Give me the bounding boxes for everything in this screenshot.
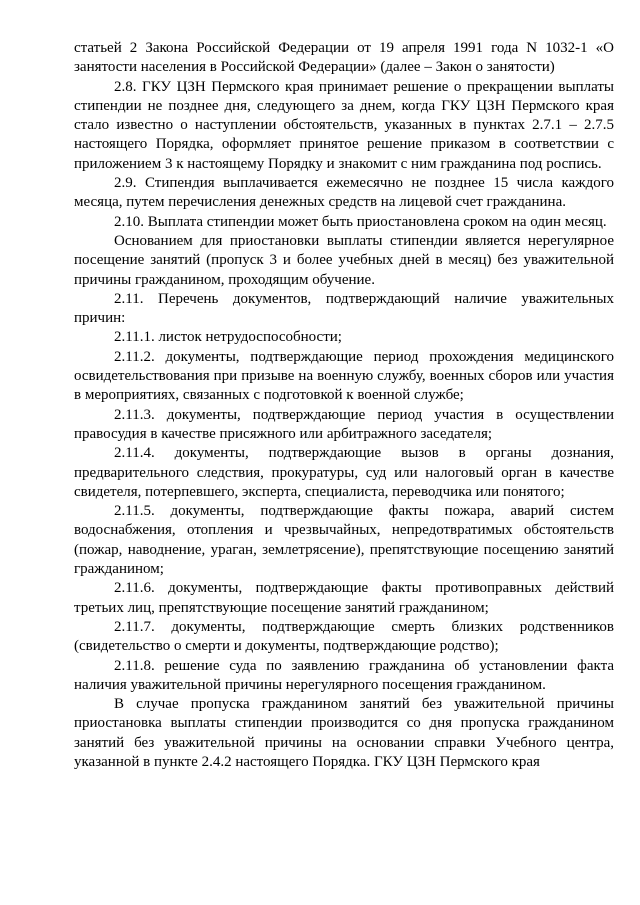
paragraph-suspension-basis: Основанием для приостановки выплаты стипендии является нерегулярное посещение занятий (пропуск 3 и более учебных дней в месяц) без уважительной причины гражданином, проходящим обучение.	[74, 232, 614, 288]
paragraph-2-11-8: 2.11.8. решение суда по заявлению гражданина об установлении факта наличия уважительной причины нерегулярного посещения гражданином.	[74, 657, 614, 693]
document-body	[74, 39, 614, 772]
paragraph-2-11: 2.11. Перечень документов, подтверждающий наличие уважительных причин:	[74, 290, 614, 327]
paragraph-skip-without-reason: В случае пропуска гражданином занятий без уважительной причины приостановка выплаты стипендии производится со дня пропуска гражданином занятий без уважительной причины на основании справки Учебного центра, указанной в пункте 2.4.2 настоящего Порядка. ГКУ ЦЗН Пермского края	[74, 696, 614, 770]
paragraph-2-11-6: 2.11.6. документы, подтверждающие факты противоправных действий третьих лиц, препятствующие посещение занятий гражданином;	[74, 580, 614, 616]
paragraph-2-11-1: 2.11.1. листок нетрудоспособности;	[114, 329, 342, 346]
paragraph-2-11-5: 2.11.5. документы, подтверждающие факты пожара, аварий систем водоснабжения, отопления и чрезвычайных, непредотвратимых обстоятельств (пожар, наводнение, ураган, землетрясение), препятствующие посещению занятий гражданином;	[74, 503, 614, 578]
paragraph-2-11-3: 2.11.3. документы, подтверждающие период участия в осуществлении правосудия в качестве присяжного или арбитражного заседателя;	[74, 406, 614, 442]
paragraph-2-10: 2.10. Выплата стипендии может быть приостановлена сроком на один месяц.	[114, 213, 607, 230]
paragraph-2-9: 2.9. Стипендия выплачивается ежемесячно не позднее 15 числа каждого месяца, путем перечисления денежных средств на лицевой счет гражданина.	[74, 175, 614, 211]
paragraph-law-reference: статьей 2 Закона Российской Федерации от 19 апреля 1991 года N 1032-1 «О занятости населения в Российской Федерации» (далее – Закон о занятости)	[74, 40, 614, 76]
paragraph-2-11-7: 2.11.7. документы, подтверждающие смерть близких родственников (свидетельство о смерти и документы, подтверждающие родство);	[74, 618, 614, 655]
paragraph-2-8: 2.8. ГКУ ЦЗН Пермского края принимает решение о прекращении выплаты стипендии не позднее дня, следующего за днем, когда ГКУ ЦЗН Пермского края стало известно о наступлении обстоятельств, указанных в пунктах 2.7.1 – 2.7.5 настоящего Порядка, оформляет принятое решение приказом в соответствии с приложением 3 к настоящему Порядку и знакомит с ним гражданина под роспись.	[74, 78, 614, 172]
paragraph-2-11-2: 2.11.2. документы, подтверждающие период прохождения медицинского освидетельствования при призыве на военную службу, военных сборов или участия в мероприятиях, связанных с подготовкой к военной службе;	[74, 348, 614, 404]
paragraph-2-11-4: 2.11.4. документы, подтверждающие вызов в органы дознания, предварительного следствия, прокуратуры, суд или налоговый орган в качестве свидетеля, потерпевшего, эксперта, специалиста, переводчика или понятого;	[74, 445, 614, 500]
